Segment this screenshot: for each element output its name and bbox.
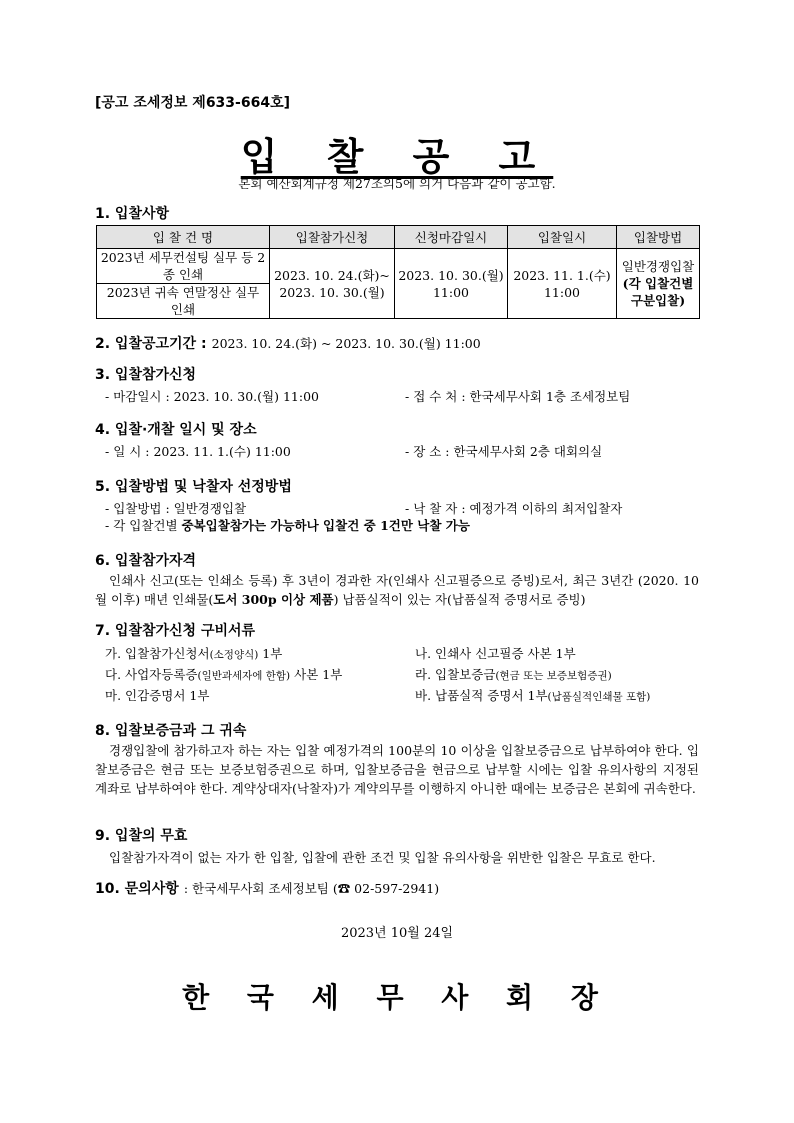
deadline-date: 2023. 10. 30.(월) bbox=[398, 267, 504, 283]
doc-item-ma: 마. 인감증명서 1부 bbox=[105, 688, 210, 703]
opening-place: - 장 소 : 한국세무사회 2층 대회의실 bbox=[405, 444, 603, 459]
doc-item-ra-label: 라. 입찰보증금 bbox=[415, 667, 496, 682]
invalid-bid-text: 입찰참가자격이 없는 자가 한 입찰, 입찰에 관한 조건 및 입찰 유의사항을 위반한 입찰은 무효로 한다. bbox=[109, 850, 656, 865]
col-header: 입찰참가신청 bbox=[270, 226, 395, 249]
qualification-pre: 인쇄사 신고(또는 인쇄소 등록) 후 3년이 경과한 자(인쇄사 신고필증으로 증빙)로서, 최근 3년간 (2020. 10월 이후) 매년 인쇄물( bbox=[95, 573, 699, 607]
section-10 bbox=[95, 878, 439, 898]
bid-method: 일반경쟁입찰 bbox=[621, 259, 695, 274]
section-6-heading: 6. 입찰참가자격 bbox=[95, 553, 197, 569]
issuer-name: 한 국 세 무 사 회 장 bbox=[182, 981, 612, 1014]
duplicate-bid-prefix: - 각 입찰건별 bbox=[105, 518, 182, 533]
doc-item-da-note: (일반과세자에 한함) bbox=[197, 670, 291, 682]
doc-item-da bbox=[105, 665, 342, 683]
section-2-heading: 2. 입찰공고기간 : bbox=[95, 336, 207, 352]
bid-time: 11:00 bbox=[543, 284, 581, 300]
apply-from: 2023. 10. 24.(화)~ bbox=[274, 267, 390, 283]
doc-item-na: 나. 인쇄사 신고필증 사본 1부 bbox=[415, 646, 576, 661]
qualification-text bbox=[95, 571, 699, 609]
bid-item-2: 2023년 귀속 연말정산 실무 인쇄 bbox=[97, 284, 270, 319]
section-5-heading: 5. 입찰방법 및 낙찰자 선정방법 bbox=[95, 479, 292, 495]
col-header: 입찰방법 bbox=[617, 226, 700, 249]
bid-item-1: 2023년 세무컨설팅 실무 등 2종 인쇄 bbox=[97, 249, 270, 284]
col-header: 입 찰 건 명 bbox=[97, 226, 270, 249]
deposit-text: 경쟁입찰에 참가하고자 하는 자는 입찰 예정가격의 100분의 10 이상을 입찰보증금으로 납부하여야 한다. 입찰보증금은 현금 또는 보증보험증권으로 하며, 입찰보증금을 현금으로 납부할 시에는 입찰 유의사항의 지정된 계좌로 납부하여야 한다. 계약상대자(낙찰자)가 계약의무를 이행하지 아니한 때에는 보증금은 본회에 귀속한다. bbox=[95, 743, 699, 796]
qualification-emphasis: 도서 300p 이상 제품 bbox=[213, 592, 334, 607]
section-9-heading: 9. 입찰의 무효 bbox=[95, 828, 188, 844]
bid-method-cell bbox=[617, 249, 700, 319]
notice-number: [공고 조세정보 제633-664호] bbox=[95, 95, 290, 111]
doc-item-ba-note: (납품실적인쇄물 포함) bbox=[547, 691, 651, 703]
bid-method-note: (각 입찰건별 bbox=[622, 276, 694, 291]
col-header: 입찰일시 bbox=[508, 226, 617, 249]
section-8-heading: 8. 입찰보증금과 그 귀속 bbox=[95, 723, 247, 739]
doc-item-da-tail: 사본 1부 bbox=[290, 667, 343, 682]
doc-item-ga-label: 가. 입찰참가신청서 bbox=[105, 646, 210, 661]
section-7-heading: 7. 입찰참가신청 구비서류 bbox=[95, 623, 256, 639]
apply-place: - 접 수 처 : 한국세무사회 1층 조세정보팀 bbox=[405, 389, 631, 404]
bid-date-cell bbox=[508, 249, 617, 319]
page-title: 입 찰 공 고 bbox=[240, 135, 554, 179]
duplicate-bid-note bbox=[105, 516, 470, 534]
section-3-heading: 3. 입찰참가신청 bbox=[95, 367, 197, 383]
doc-item-ga-tail: 1부 bbox=[258, 646, 283, 661]
apply-deadline: - 마감일시 : 2023. 10. 30.(월) 11:00 bbox=[105, 389, 319, 404]
bid-method-note: 구분입찰) bbox=[630, 293, 686, 308]
section-10-heading: 10. 문의사항 bbox=[95, 881, 179, 897]
col-header: 신청마감일시 bbox=[395, 226, 508, 249]
contact-info: : 한국세무사회 조세정보팀 (☎ 02-597-2941) bbox=[183, 881, 440, 896]
table-header-row bbox=[97, 226, 700, 249]
winner-rule: - 낙 찰 자 : 예정가격 이하의 최저입찰자 bbox=[405, 501, 623, 516]
doc-item-da-label: 다. 사업자등록증 bbox=[105, 667, 198, 682]
opening-datetime: - 일 시 : 2023. 11. 1.(수) 11:00 bbox=[105, 444, 291, 459]
deadline-cell bbox=[395, 249, 508, 319]
doc-item-ga-note: (소정양식) bbox=[209, 649, 259, 661]
doc-item-ba bbox=[415, 686, 650, 704]
apply-to: 2023. 10. 30.(월) bbox=[279, 284, 385, 300]
notice-period: 2023. 10. 24.(화) ~ 2023. 10. 30.(월) 11:00 bbox=[211, 336, 481, 351]
deadline-time: 11:00 bbox=[432, 284, 470, 300]
duplicate-bid-emphasis: 중복입찰참가는 가능하나 입찰건 중 1건만 낙찰 가능 bbox=[181, 518, 470, 533]
qualification-post: ) 납품실적이 있는 자(납품실적 증명서로 증빙) bbox=[333, 592, 586, 607]
notice-date: 2023년 10월 24일 bbox=[340, 926, 454, 941]
bid-table bbox=[96, 225, 700, 319]
bid-method-line: - 입찰방법 : 일반경쟁입찰 bbox=[105, 501, 247, 516]
table-row bbox=[97, 249, 700, 284]
section-4-heading: 4. 입찰·개찰 일시 및 장소 bbox=[95, 422, 257, 438]
section-2 bbox=[95, 333, 481, 353]
section-1-heading: 1. 입찰사항 bbox=[95, 206, 170, 222]
doc-item-ga bbox=[105, 644, 282, 662]
subtitle: 본회 예산회계규정 제27조의5에 의거 다음과 같이 공고함. bbox=[238, 176, 556, 191]
doc-item-ra bbox=[415, 665, 612, 683]
apply-period-cell bbox=[270, 249, 395, 319]
doc-item-ra-note: (현금 또는 보증보험증권) bbox=[495, 670, 612, 682]
doc-item-ba-label: 바. 납품실적 증명서 1부 bbox=[415, 688, 548, 703]
bid-date: 2023. 11. 1.(수) bbox=[513, 267, 611, 283]
